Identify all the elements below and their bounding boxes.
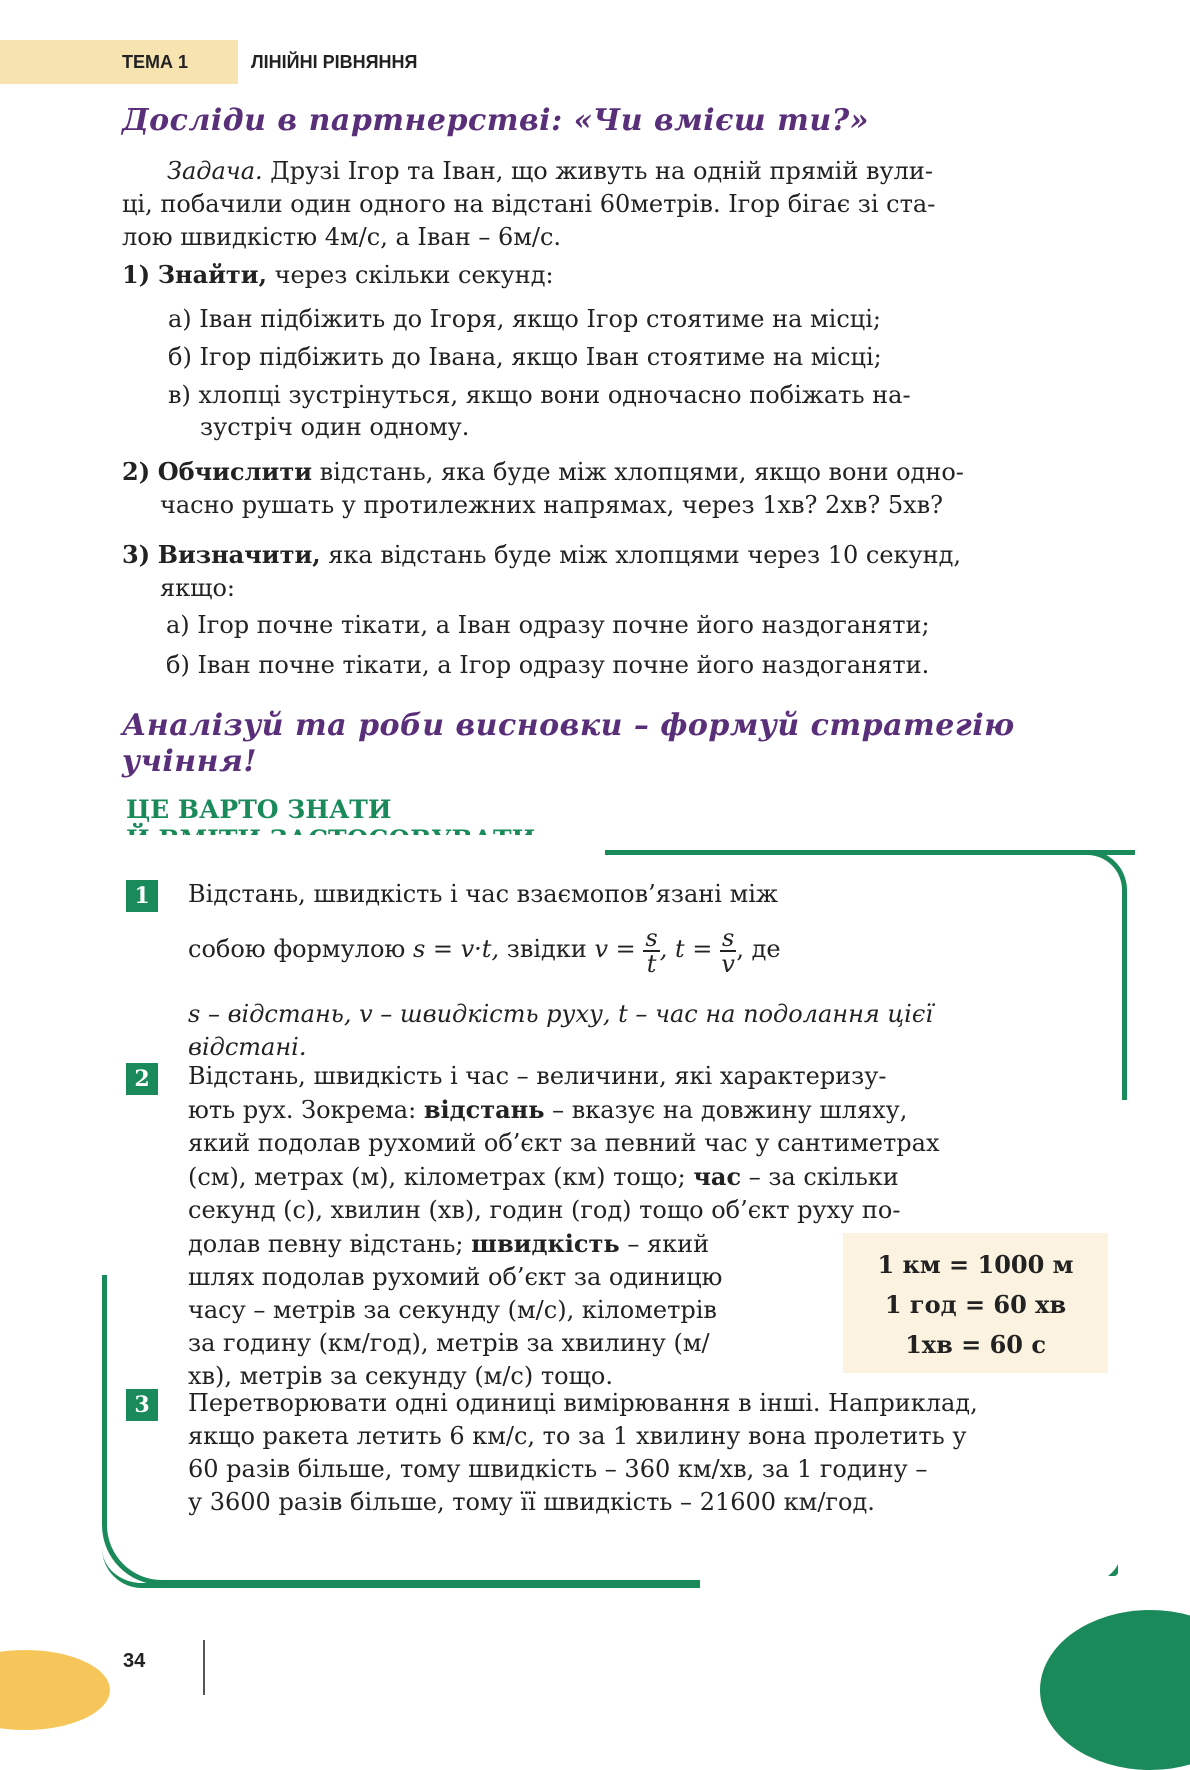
question-3 [122,538,1112,605]
fraction-s-over-v [720,923,736,978]
item-2-line2-a: ють рух. Зокрема: [188,1096,417,1124]
item-2-line4-c: – за скільки [748,1163,899,1191]
item-2-line7: шлях подолав рухомий об’єкт за одиницю [188,1263,723,1291]
question-3-number: 3) [122,540,151,569]
item-2-line3: який подолав рухомий об’єкт за певний час у сантиметрах [188,1129,940,1157]
item-2-line10: хв), метрів за секунду (м/с) тощо. [188,1362,613,1390]
item-2-line6-a: долав певну відстань; [188,1230,464,1258]
frame-bottom-line [210,1580,710,1585]
unit-km-m: 1 км = 1000 м [877,1250,1074,1279]
item-1-formula-where: , де [736,935,781,963]
item-2-line4 [188,1160,1108,1194]
section-heading-analyze [122,708,1015,780]
item-2-line4-a: (см), метрах (м), кілометрах (км) тощо; [188,1163,686,1191]
question-2-cont: часно рушать у протилежних напрямах, через 1хв? 2хв? 5хв? [160,491,944,519]
item-3-line4: у 3600 разів більше, тому її швидкість – 21600 км/год. [188,1488,875,1516]
question-3-item-b: б) Іван почне тікати, а Ігор одразу почне його наздоганяти. [166,651,930,679]
unit-min-sec: 1хв = 60 с [905,1330,1046,1359]
item-1-number: 1 [126,880,158,912]
item-3-line3: 60 разів більше, тому швидкість – 360 км/хв, за 1 годину – [188,1455,928,1483]
topic-label: ТЕМА 1 [122,52,189,72]
topic-tab-background [0,40,238,84]
item-3-line1: Перетворювати одні одиниці вимірювання в інші. Наприклад, [188,1389,978,1417]
item-1-line1: Відстань, швидкість і час взаємопов’язані між [188,880,778,908]
question-1-item-a: а) Іван підбіжить до Ігоря, якщо Ігор стоятиме на місці; [168,305,881,333]
task-line-3: лою швидкістю 4м/с, а Іван – 6м/с. [122,223,562,251]
frame-top-line [605,850,1135,855]
task-line-1 [122,155,1112,188]
item-3-text [188,1387,1108,1519]
item-2-keyword-speed: швидкість [471,1229,620,1258]
item-1-line4: відстані. [188,1033,307,1061]
question-3-keyword: Визначити, [157,540,321,569]
frame-bottom-mask [700,1576,1150,1588]
item-2-line6-c: – який [627,1230,710,1258]
fraction-2-numerator: s [721,923,735,952]
fraction-1-numerator: s [645,923,658,952]
topic-title: ЛІНІЙНІ РІВНЯННЯ [251,52,418,72]
section-heading-analyze-line1: Аналізуй та роби висновки – формуй стратегію [122,708,1015,743]
question-2 [122,455,1112,522]
task-block [122,155,1112,254]
formula-t-eq: , t = [659,935,713,963]
item-1-formula-line [188,925,1108,976]
question-2-number: 2) [122,457,151,486]
fraction-2-denominator: v [721,949,735,978]
question-3-items [166,605,1116,685]
formula-v-eq: v = [594,935,636,963]
item-2-keyword-distance: відстань [423,1095,545,1124]
decorative-green-blob [1040,1610,1190,1770]
knowledge-heading-line1: ЦЕ ВАРТО ЗНАТИ [126,795,392,824]
page-number-divider [203,1640,205,1695]
question-2-keyword: Обчислити [157,457,312,486]
item-2-line2 [188,1093,1108,1127]
decorative-yellow-blob [0,1650,110,1730]
question-3-text: яка відстань буде між хлопцями через 10 секунд, [328,541,962,569]
task-line-2: ці, побачили один одного на відстані 60метрів. Ігор бігає зі ста- [122,190,936,218]
question-1-items [168,300,1113,446]
item-2-line2-c: – вказує на довжину шляху, [552,1096,908,1124]
item-2-line1: Відстань, швидкість і час – величини, які характеризу- [188,1062,887,1090]
question-3-cont: якщо: [160,574,235,602]
item-2-line5: секунд (с), хвилин (хв), годин (год) тощо об’єкт руху по- [188,1196,901,1224]
fraction-s-over-t [643,923,659,978]
frame-mask [97,835,607,865]
item-3-number: 3 [126,1389,158,1421]
question-1-text: через скільки секунд: [274,261,554,289]
question-2-text: відстань, яка буде між хлопцями, якщо вони одно- [319,458,964,486]
frame-right-mask [1118,1100,1132,1580]
fraction-1-denominator: t [646,949,657,978]
item-2-keyword-time: час [693,1162,742,1191]
page-number: 34 [123,1650,146,1672]
item-3-line2: якщо ракета летить 6 км/с, то за 1 хвилину вона пролетить у [188,1422,967,1450]
item-1-line3: s – відстань, v – швидкість руху, t – час на подолання цієї [188,1000,933,1028]
section-heading-partnership: Досліди в партнерстві: «Чи вмієш ти?» [122,103,869,138]
question-1-keyword: Знайти, [157,260,267,289]
question-1 [122,258,1112,292]
units-conversion-box [843,1233,1108,1373]
item-2-line9: за годину (км/год), метрів за хвилину (м/ [188,1329,710,1357]
item-1-formula-intro: собою формулою [188,935,406,963]
frame-left-line [102,1275,107,1525]
question-3-item-a: а) Ігор почне тікати, а Іван одразу почне його наздоганяти; [166,611,930,639]
unit-hour-min: 1 год = 60 хв [884,1290,1067,1319]
section-heading-analyze-line2: учіння! [122,744,258,779]
question-1-item-b: б) Ігор підбіжить до Івана, якщо Іван стоятиме на місці; [168,343,882,371]
item-1-definitions [188,998,1108,1064]
formula-s-vt: s = v·t, [412,935,500,963]
question-1-item-c: в) хлопці зустрінуться, якщо вони одночасно побіжать на- [168,381,911,409]
task-text-1: Друзі Ігор та Іван, що живуть на одній прямій вули- [270,157,933,185]
item-1-formula-whence: звідки [506,935,587,963]
question-1-number: 1) [122,260,151,289]
question-1-item-c-cont: зустріч один одному. [200,413,470,441]
item-2-line8: часу – метрів за секунду (м/с), кілометрів [188,1296,717,1324]
task-label: Задача. [167,157,263,185]
item-2-number: 2 [126,1063,158,1095]
